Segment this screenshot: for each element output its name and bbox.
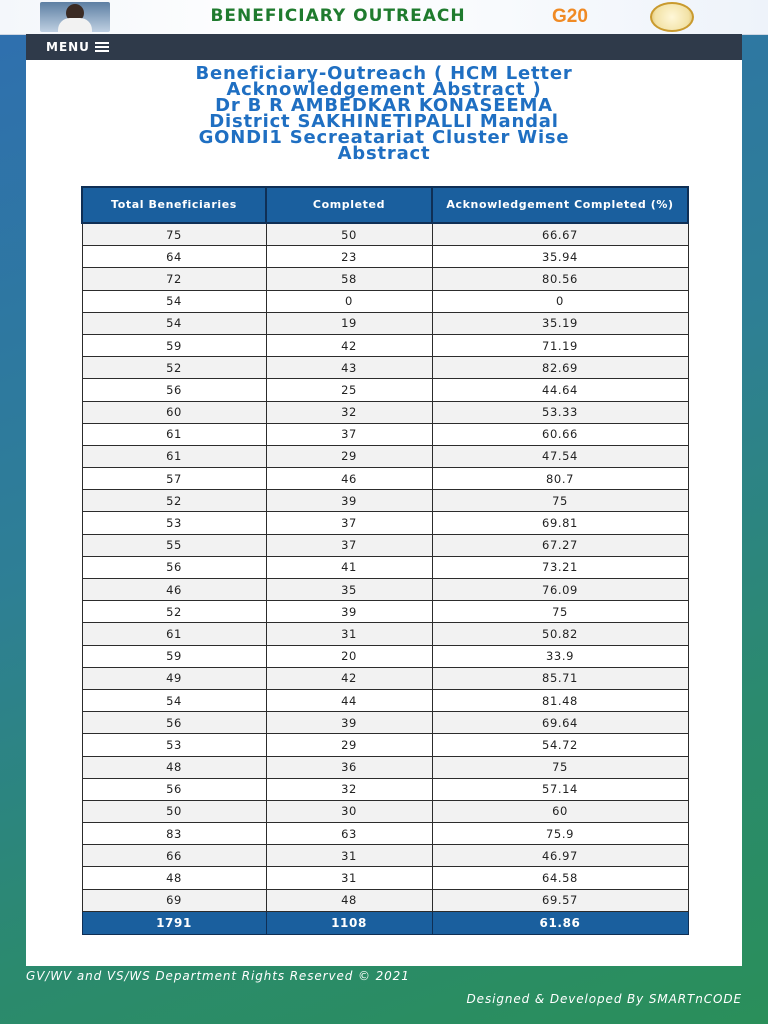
table-row [82, 645, 688, 667]
completed-cell: 37 [266, 512, 432, 534]
title-line: District SAKHINETIPALLI Mandal [209, 111, 559, 132]
total-beneficiaries-cell: 56 [82, 778, 266, 800]
completed-cell: 39 [266, 601, 432, 623]
footer-rights: GV/WV and VS/WS Department Rights Reserved © 2021 [26, 969, 410, 983]
title-line: Dr B R AMBEDKAR KONASEEMA [215, 95, 553, 116]
total-beneficiaries-cell: 83 [82, 823, 266, 845]
acknowledgement-percent-cell: 80.56 [432, 268, 688, 290]
total-beneficiaries-cell: 54 [82, 689, 266, 711]
acknowledgement-percent-cell: 73.21 [432, 556, 688, 578]
title-line: GONDI1 Secreatariat Cluster Wise [198, 127, 570, 148]
menu-bar [26, 34, 742, 60]
table-row [82, 823, 688, 845]
acknowledgement-percent-cell: 46.97 [432, 845, 688, 867]
total-beneficiaries-cell: 66 [82, 845, 266, 867]
total-beneficiaries-cell: 61 [82, 445, 266, 467]
completed-cell: 48 [266, 889, 432, 911]
completed-cell: 39 [266, 490, 432, 512]
completed-cell: 30 [266, 800, 432, 822]
total-beneficiaries-cell: 46 [82, 579, 266, 601]
hamburger-icon [95, 42, 109, 52]
title-line: Acknowledgement Abstract ) [226, 79, 542, 100]
completed-cell: 43 [266, 357, 432, 379]
completed-cell: 50 [266, 223, 432, 246]
header-total-beneficiaries[interactable]: Total Beneficiaries [82, 187, 266, 223]
content-card [26, 60, 742, 966]
completed-cell: 63 [266, 823, 432, 845]
total-beneficiaries-cell: 59 [82, 645, 266, 667]
total-beneficiaries-cell: 61 [82, 623, 266, 645]
menu-button[interactable] [46, 39, 109, 55]
table-row [82, 290, 688, 312]
completed-cell: 20 [266, 645, 432, 667]
table-row [82, 556, 688, 578]
top-header [0, 0, 768, 35]
total-beneficiaries-cell: 53 [82, 512, 266, 534]
total-beneficiaries-cell: 75 [82, 223, 266, 246]
table-row [82, 334, 688, 356]
table-row [82, 889, 688, 911]
acknowledgement-percent-cell: 80.7 [432, 468, 688, 490]
total-beneficiaries-cell: 69 [82, 889, 266, 911]
completed-cell: 42 [266, 667, 432, 689]
total-beneficiaries-cell: 50 [82, 800, 266, 822]
table-body [82, 223, 688, 911]
acknowledgement-percent-cell: 33.9 [432, 645, 688, 667]
table-row [82, 490, 688, 512]
table-row [82, 623, 688, 645]
acknowledgement-percent-cell: 82.69 [432, 357, 688, 379]
total-beneficiaries-cell: 59 [82, 334, 266, 356]
table-row [82, 512, 688, 534]
total-beneficiaries-cell: 49 [82, 667, 266, 689]
total-beneficiaries-cell: 72 [82, 268, 266, 290]
acknowledgement-percent-cell: 54.72 [432, 734, 688, 756]
completed-cell: 37 [266, 423, 432, 445]
table-row [82, 246, 688, 268]
table-row [82, 445, 688, 467]
completed-cell: 29 [266, 445, 432, 467]
total-beneficiaries-cell: 56 [82, 556, 266, 578]
completed-cell: 32 [266, 778, 432, 800]
completed-cell: 36 [266, 756, 432, 778]
total-beneficiaries-cell: 57 [82, 468, 266, 490]
completed-cell: 46 [266, 468, 432, 490]
total-beneficiaries-cell: 55 [82, 534, 266, 556]
acknowledgement-percent-cell: 81.48 [432, 689, 688, 711]
total-beneficiaries-cell: 56 [82, 712, 266, 734]
acknowledgement-percent-cell: 75 [432, 601, 688, 623]
acknowledgement-percent-cell: 53.33 [432, 401, 688, 423]
completed-cell: 19 [266, 312, 432, 334]
acknowledgement-percent-cell: 35.19 [432, 312, 688, 334]
table-row [82, 468, 688, 490]
completed-cell: 35 [266, 579, 432, 601]
acknowledgement-percent-cell: 71.19 [432, 334, 688, 356]
g20-logo-icon [552, 5, 632, 29]
total-beneficiaries-cell: 48 [82, 867, 266, 889]
portrait-photo-icon [40, 2, 110, 32]
total-percent-cell: 61.86 [432, 911, 688, 934]
total-beneficiaries-cell: 56 [82, 379, 266, 401]
acknowledgement-percent-cell: 75 [432, 490, 688, 512]
title-line: Abstract [337, 143, 431, 164]
completed-cell: 31 [266, 623, 432, 645]
site-title: BENEFICIARY OUTREACH [210, 6, 466, 26]
completed-cell: 23 [266, 246, 432, 268]
footer-credit: Designed & Developed By SMARTnCODE [466, 992, 742, 1006]
table-row [82, 223, 688, 246]
table-row [82, 534, 688, 556]
completed-cell: 42 [266, 334, 432, 356]
acknowledgement-percent-cell: 50.82 [432, 623, 688, 645]
acknowledgement-percent-cell: 75.9 [432, 823, 688, 845]
total-beneficiaries-cell: 48 [82, 756, 266, 778]
acknowledgement-percent-cell: 69.81 [432, 512, 688, 534]
total-beneficiaries-cell: 52 [82, 357, 266, 379]
completed-cell: 31 [266, 867, 432, 889]
acknowledgement-percent-cell: 75 [432, 756, 688, 778]
acknowledgement-percent-cell: 67.27 [432, 534, 688, 556]
completed-cell: 31 [266, 845, 432, 867]
total-beneficiaries-cell: 61 [82, 423, 266, 445]
total-beneficiaries-cell: 64 [82, 246, 266, 268]
totals-row [82, 911, 688, 934]
total-beneficiaries-cell: 52 [82, 601, 266, 623]
acknowledgement-percent-cell: 85.71 [432, 667, 688, 689]
total-beneficiaries-cell: 60 [82, 401, 266, 423]
table-row [82, 312, 688, 334]
acknowledgement-percent-cell: 69.57 [432, 889, 688, 911]
completed-cell: 39 [266, 712, 432, 734]
table-row [82, 867, 688, 889]
completed-cell: 44 [266, 689, 432, 711]
page-title [26, 63, 742, 164]
table-row [82, 800, 688, 822]
header-completed[interactable]: Completed [266, 187, 432, 223]
menu-label: MENU [46, 40, 90, 54]
table-row [82, 579, 688, 601]
total-beneficiaries-cell: 53 [82, 734, 266, 756]
acknowledgement-percent-cell: 35.94 [432, 246, 688, 268]
table-row [82, 712, 688, 734]
acknowledgement-percent-cell: 60 [432, 800, 688, 822]
completed-cell: 0 [266, 290, 432, 312]
total-beneficiaries-cell: 54 [82, 290, 266, 312]
acknowledgement-percent-cell: 69.64 [432, 712, 688, 734]
acknowledgement-percent-cell: 57.14 [432, 778, 688, 800]
completed-cell: 37 [266, 534, 432, 556]
total-beneficiaries-cell: 52 [82, 490, 266, 512]
table-row [82, 379, 688, 401]
table-row [82, 423, 688, 445]
table-row [82, 357, 688, 379]
completed-cell: 58 [266, 268, 432, 290]
table-row [82, 601, 688, 623]
acknowledgement-percent-cell: 76.09 [432, 579, 688, 601]
header-acknowledgement-percent[interactable]: Acknowledgement Completed (%) [432, 187, 688, 223]
table-row [82, 756, 688, 778]
table-row [82, 845, 688, 867]
completed-cell: 29 [266, 734, 432, 756]
table-row [82, 268, 688, 290]
completed-cell: 41 [266, 556, 432, 578]
total-completed-cell: 1108 [266, 911, 432, 934]
acknowledgement-percent-cell: 44.64 [432, 379, 688, 401]
total-beneficiaries-cell: 1791 [82, 911, 266, 934]
completed-cell: 25 [266, 379, 432, 401]
completed-cell: 32 [266, 401, 432, 423]
title-line: Beneficiary-Outreach ( HCM Letter [195, 63, 573, 84]
acknowledgement-percent-cell: 64.58 [432, 867, 688, 889]
cluster-abstract-table [81, 186, 689, 935]
acknowledgement-percent-cell: 60.66 [432, 423, 688, 445]
table-row [82, 734, 688, 756]
government-seal-icon [650, 2, 694, 32]
acknowledgement-percent-cell: 66.67 [432, 223, 688, 246]
acknowledgement-percent-cell: 0 [432, 290, 688, 312]
acknowledgement-percent-cell: 47.54 [432, 445, 688, 467]
table-row [82, 401, 688, 423]
table-row [82, 778, 688, 800]
table-row [82, 689, 688, 711]
total-beneficiaries-cell: 54 [82, 312, 266, 334]
table-row [82, 667, 688, 689]
g20-logo-text: G20 [552, 6, 588, 27]
table-header-row [82, 187, 688, 223]
